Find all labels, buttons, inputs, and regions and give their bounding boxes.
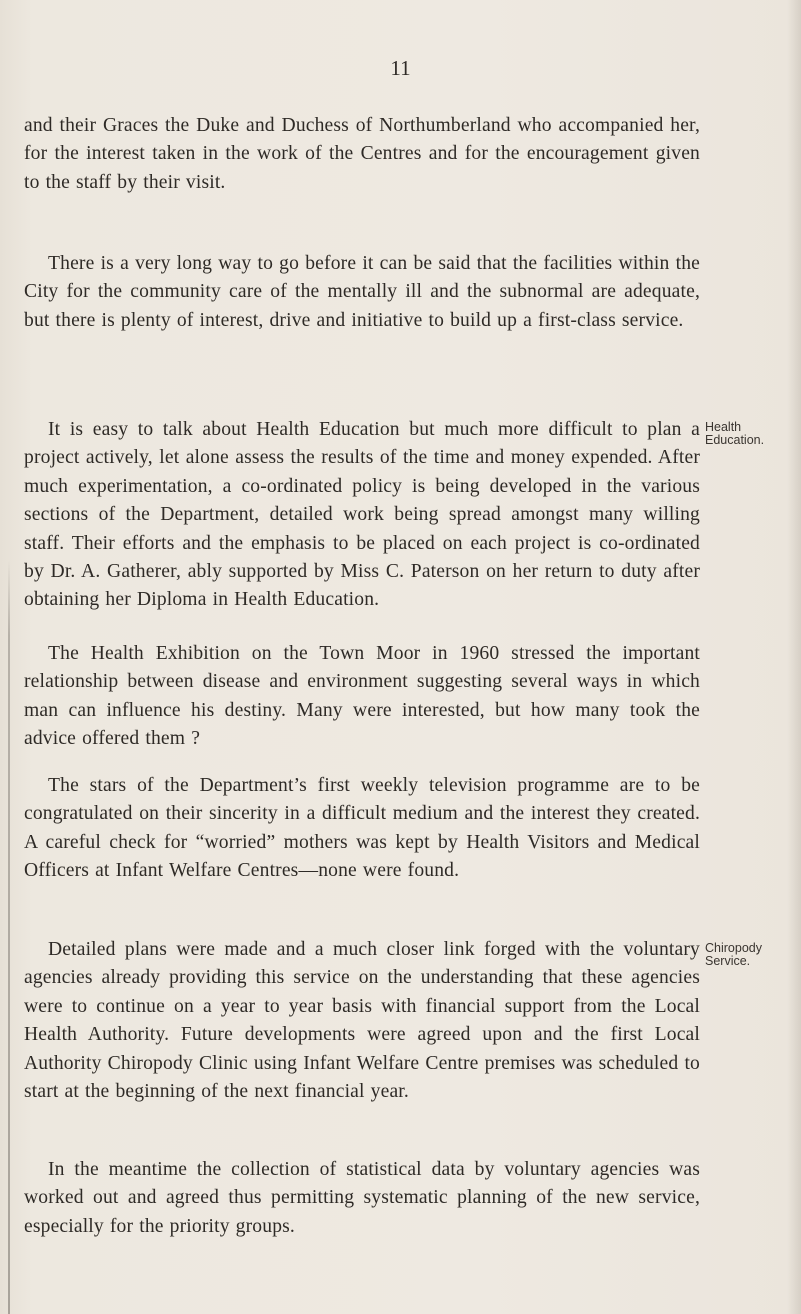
page-number: 11 [390, 56, 411, 80]
paragraph-chiropody-plans: Detailed plans were made and a much closer link forged with the voluntary agencies already providing this service on the understanding that these agencies were to continue on a year to year basis with financial support from the Local Health Authority. Future developments were agreed upon and the first Local Authority Chiropody Clinic using Infant Welfare Centre premises was scheduled to start at the beginning of the next financial year. [24, 939, 700, 1103]
binding-mark [8, 560, 10, 1314]
paragraph-health-exhibition: The Health Exhibition on the Town Moor in 1960 stressed the important relationship between disease and environment suggesting several ways in which man can influence his destiny. Many were interested, but how many took the advice offered them ? [24, 643, 700, 750]
page-edge-shadow [787, 0, 801, 1314]
paragraph-community-care: There is a very long way to go before it can be said that the facilities within the City for the community care of the mentally ill and the subnormal are adequate, but there is plenty of interest, drive and initiative to build up a first-class service. [24, 253, 700, 331]
paragraph-health-education: It is easy to talk about Health Education but much more difficult to plan a project actively, let alone assess the results of the time and money expended. After much experimentation, a co-ordinated policy is being developed in the various sections of the Department, detailed work being spread amongst many willing staff. Their efforts and the emphasis to be placed on each project is co-ordinated by Dr. A. Gatherer, ably supported by Miss C. Paterson on her return to duty after obtaining her Diploma in Health Education. [24, 419, 700, 611]
paragraph-graces-visit: and their Graces the Duke and Duchess of Northumberland who accompanied her, for the interest taken in the work of the Centres and for the encouragement given to the staff by their visit. [24, 115, 700, 193]
margin-note-line: Health [705, 420, 742, 434]
margin-note-line: Chiropody [705, 941, 762, 955]
margin-note-health-education [705, 421, 764, 447]
paragraph-statistical-data: In the meantime the collection of statistical data by voluntary agencies was worked out and agreed thus permitting systematic planning of the new service, especially for the priority groups. [24, 1159, 700, 1237]
margin-note-line: Service. [705, 954, 751, 968]
margin-note-line: Education. [705, 433, 765, 447]
margin-note-chiropody-service [705, 942, 762, 968]
paragraph-television-programme: The stars of the Department’s first weekly television programme are to be congratulated on their sincerity in a difficult medium and the interest they created. A careful check for “worried” mothers was kept by Health Visitors and Medical Officers at Infant Welfare Centres—none were found. [24, 775, 700, 882]
